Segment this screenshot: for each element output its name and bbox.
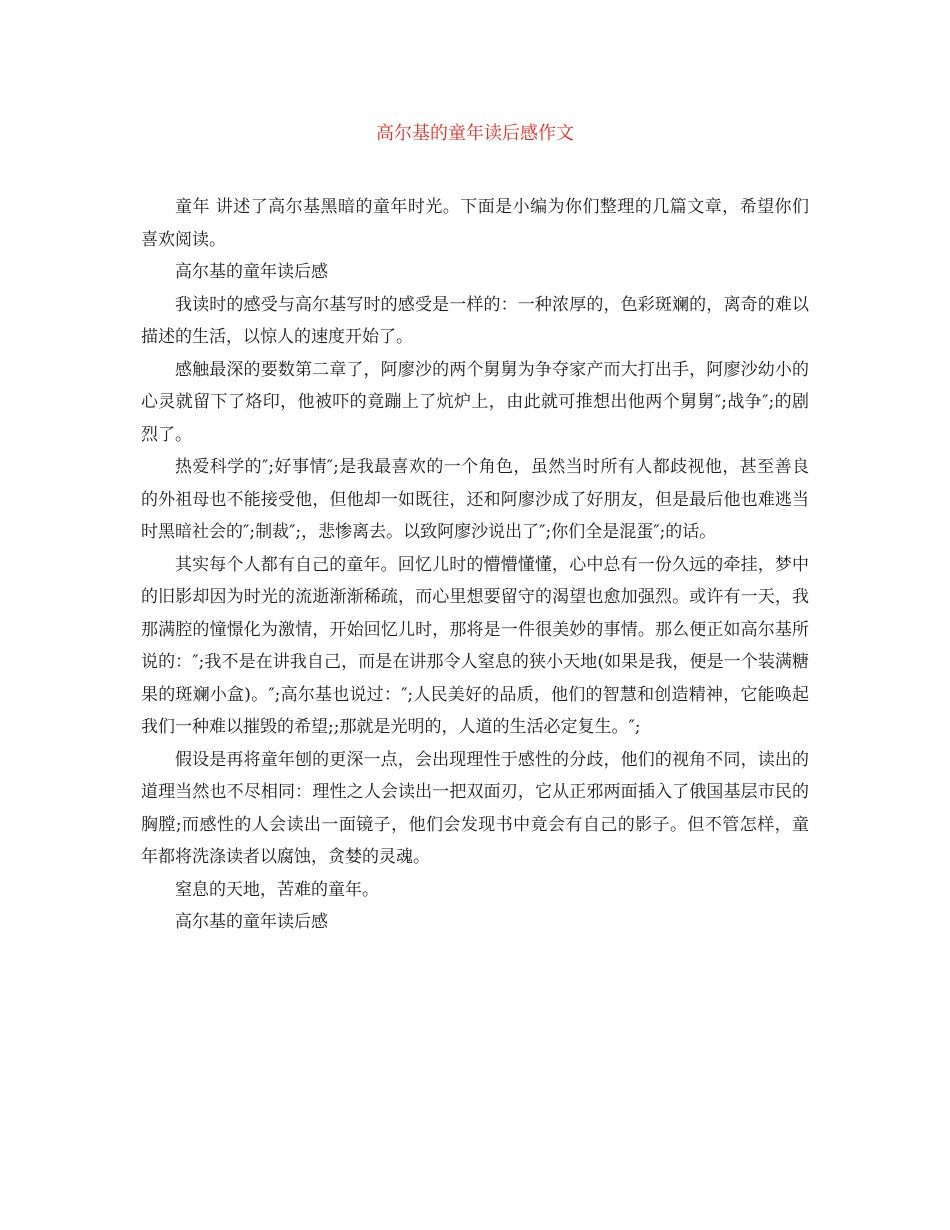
body-paragraph: 我读时的感受与高尔基写时的感受是一样的：一种浓厚的，色彩斑斓的，离奇的难以描述的生活，以惊人的速度开始了。 [141,294,809,347]
body-paragraph: 热爱科学的″;好事情″;是我最喜欢的一个角色，虽然当时所有人都歧视他，甚至善良的外祖母也不能接受他，但他却一如既往，还和阿廖沙成了好朋友，但是最后他也难逃当时黑暗社会的″;制裁″;，悲惨离去。以致阿廖沙说出了″;你们全是混蛋″;的话。 [141,457,809,542]
body-paragraph: 假设是再将童年刨的更深一点，会出现理性于感性的分歧，他们的视角不同，读出的道理当然也不尽相同：理性之人会读出一把双面刃，它从正邪两面插入了俄国基层市民的胸膛;而感性的人会读出一面镜子，他们会发现书中竟会有自己的影子。但不管怎样，童年都将洗涤读者以腐蚀，贪婪的灵魂。 [141,749,809,867]
body-paragraph: 感触最深的要数第二章了，阿廖沙的两个舅舅为争夺家产而大打出手，阿廖沙幼小的心灵就留下了烙印，他被吓的竟蹦上了炕炉上，由此就可推想出他两个舅舅″;战争″;的剧烈了。 [141,359,809,445]
body-paragraph: 其实每个人都有自己的童年。回忆儿时的懵懵懂懂，心中总有一份久远的牵挂，梦中的旧影却因为时光的流逝渐渐稀疏，而心里想要留守的渴望也愈加强烈。或许有一天，我那满腔的憧憬化为激情，开始回忆儿时，那将是一件很美妙的事情。那么便正如高尔基所说的：″;我不是在讲我自己，而是在讲那令人窒息的狭小天地(如果是我，便是一个装满糖果的斑斓小盒)。″;高尔基也说过：″;人民美好的品质，他们的智慧和创造精神，它能唤起我们一种难以摧毁的希望;;那就是光明的，人道的生活必定复生。″; [141,554,809,737]
intro-paragraph: 童年 讲述了高尔基黑暗的童年时光。下面是小编为你们整理的几篇文章，希望你们喜欢阅读。 [141,197,809,250]
section-heading: 高尔基的童年读后感 [175,912,328,932]
document-body [141,191,809,939]
section-heading: 高尔基的童年读后感 [175,262,328,282]
closing-line: 窒息的天地，苦难的童年。 [175,879,379,900]
document-title: 高尔基的童年读后感作文 [376,123,574,144]
